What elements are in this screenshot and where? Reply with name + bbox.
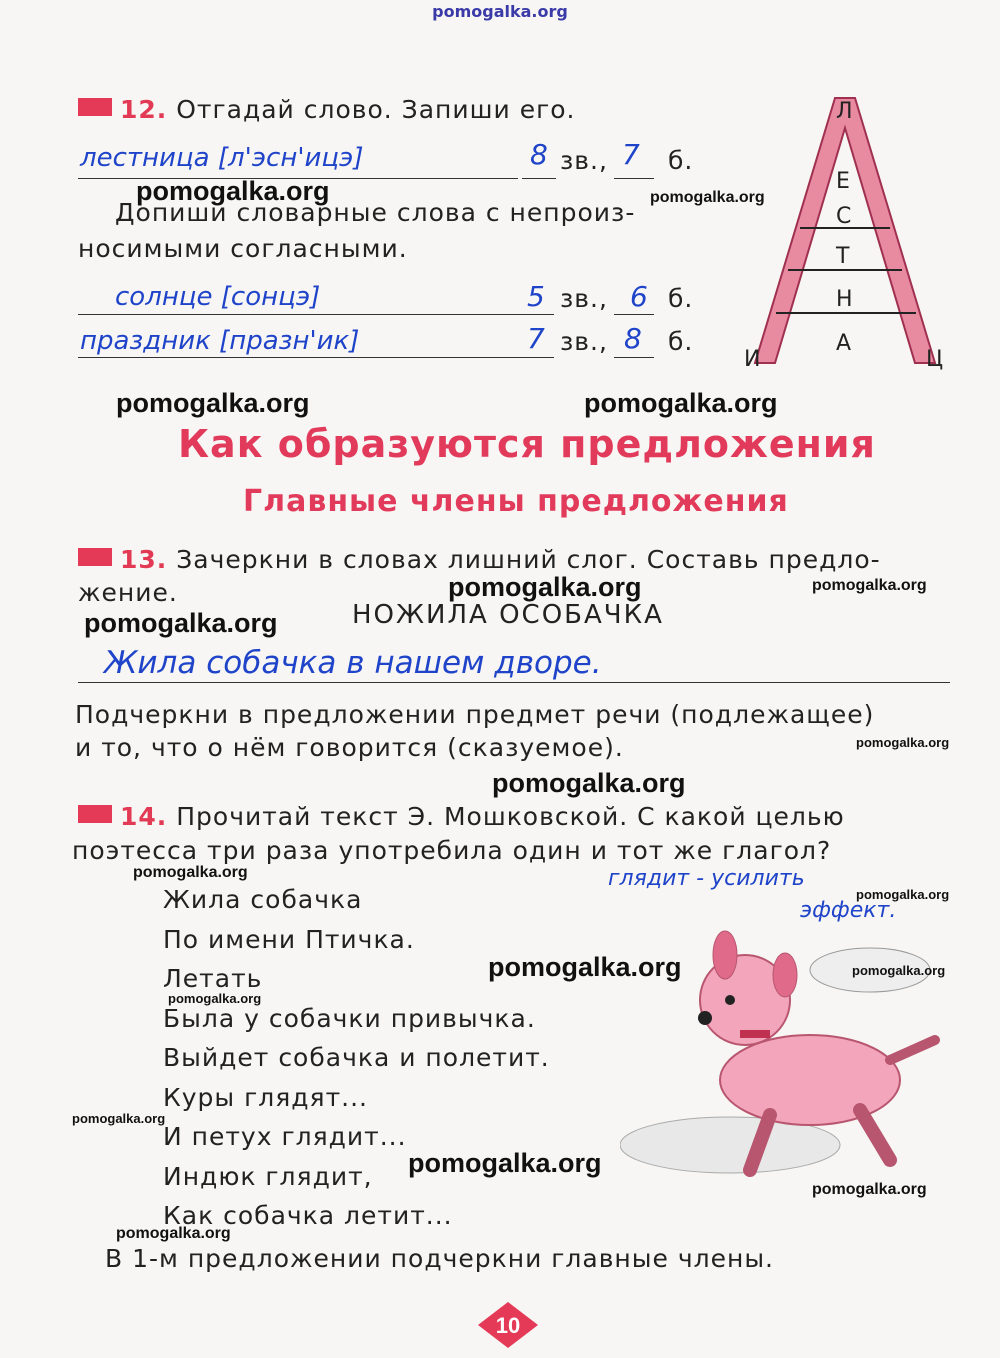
- task-13-title: 13. Зачеркни в словах лишний слог. Составь предло-: [78, 545, 881, 574]
- watermark: pomogalka.org: [448, 572, 642, 602]
- task-marker: [78, 548, 112, 566]
- scrambled-words: НОЖИЛА ОСОБАЧКА: [352, 600, 664, 630]
- top-watermark: pomogalka.org: [432, 2, 568, 21]
- ladder-letter-L: Л: [836, 99, 853, 124]
- task-14-last: В 1-м предложении подчеркни главные члены.: [105, 1244, 775, 1273]
- watermark: pomogalka.org: [650, 189, 765, 206]
- task-12-text2: Допиши словарные слова с непроиз-: [115, 198, 636, 227]
- watermark: pomogalka.org: [136, 176, 330, 206]
- watermark: pomogalka.org: [133, 864, 248, 881]
- poem: [163, 880, 550, 1236]
- poem-line: И петух глядит...: [163, 1122, 407, 1151]
- task-14-title: 14. Прочитай текст Э. Мошковской. С какой целью: [78, 802, 845, 831]
- task-marker: [78, 805, 112, 823]
- poem-line: Как собачка летит...: [163, 1201, 453, 1230]
- answer-prazdnik: праздник [празн'ик]: [80, 326, 360, 356]
- watermark: pomogalka.org: [856, 735, 950, 750]
- answer-lestnitsa: лестница [л'эсн'ицэ]: [80, 143, 364, 173]
- watermark: pomogalka.org: [812, 1181, 927, 1198]
- section-heading: Как образуются предложения: [178, 422, 876, 466]
- handwritten-note: глядит - усилить: [608, 866, 805, 891]
- watermark: pomogalka.org: [72, 1111, 166, 1126]
- poem-line: Летать: [163, 964, 263, 993]
- ladder-illustration: [740, 88, 950, 378]
- watermark: pomogalka.org: [584, 388, 778, 418]
- watermark: pomogalka.org: [812, 577, 927, 594]
- watermark: pomogalka.org: [852, 963, 946, 978]
- svg-text:Е: Е: [836, 169, 850, 194]
- svg-text:А: А: [836, 331, 852, 356]
- watermark: pomogalka.org: [116, 388, 310, 418]
- watermark: pomogalka.org: [408, 1148, 602, 1178]
- task-12-title: 12. Отгадай слово. Запиши его.: [78, 95, 575, 124]
- task-marker: [78, 98, 112, 116]
- watermark: pomogalka.org: [856, 887, 950, 902]
- watermark: pomogalka.org: [116, 1225, 231, 1242]
- answer-sentence: Жила собачка в нашем дворе.: [104, 645, 602, 681]
- watermark: pomogalka.org: [488, 952, 682, 982]
- svg-text:И: И: [744, 347, 761, 372]
- poem-line: Индюк глядит,: [163, 1161, 373, 1191]
- svg-text:Т: Т: [836, 244, 850, 269]
- svg-text:Н: Н: [836, 287, 853, 312]
- watermark: pomogalka.org: [492, 768, 686, 798]
- poem-line: Выйдет собачка и полетит.: [163, 1043, 550, 1072]
- poem-line: Куры глядят...: [163, 1082, 368, 1112]
- subsection-heading: Главные члены предложения: [243, 484, 789, 519]
- page-number: 10: [495, 1313, 521, 1338]
- svg-text:С: С: [836, 204, 852, 229]
- page-number-badge: [478, 1302, 538, 1348]
- poem-line: Жила собачка: [163, 885, 363, 914]
- poem-line: По имени Птичка.: [163, 924, 415, 954]
- watermark: pomogalka.org: [168, 991, 262, 1006]
- watermark: pomogalka.org: [84, 608, 278, 638]
- svg-text:Ц: Ц: [926, 347, 944, 372]
- poem-line: Была у собачки привычка.: [163, 1003, 536, 1033]
- answer-solntse: солнце [сонцэ]: [115, 282, 321, 312]
